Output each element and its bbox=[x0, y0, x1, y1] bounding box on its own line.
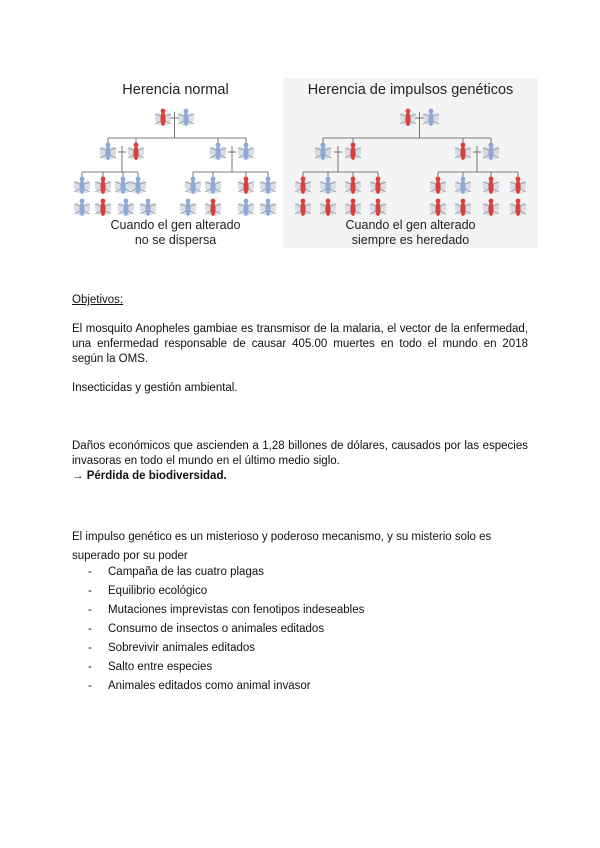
normal-mosquito-icon bbox=[236, 199, 256, 216]
altered-mosquito-icon bbox=[318, 199, 338, 216]
altered-mosquito-icon bbox=[343, 177, 363, 195]
altered-mosquito-icon bbox=[126, 143, 146, 161]
altered-mosquito-icon bbox=[93, 199, 113, 216]
altered-mosquito-icon bbox=[293, 177, 313, 195]
normal-mosquito-icon bbox=[208, 143, 228, 161]
list-dash: - bbox=[88, 566, 92, 578]
normal-caption-line2: no se dispersa bbox=[134, 233, 217, 247]
normal-mosquito-icon bbox=[258, 199, 278, 216]
normal-caption-line1: Cuando el gen alterado bbox=[110, 218, 241, 232]
paragraph-biodiversidad bbox=[72, 469, 528, 484]
gene-drive-panel bbox=[283, 78, 538, 248]
altered-mosquito-icon bbox=[203, 199, 223, 216]
list-item bbox=[88, 565, 364, 584]
altered-mosquito-icon bbox=[368, 199, 388, 216]
list-item-text: Consumo de insectos o animales editados bbox=[108, 623, 325, 635]
list-item bbox=[88, 584, 364, 603]
normal-mosquito-icon bbox=[138, 199, 158, 216]
altered-mosquito-icon bbox=[153, 109, 173, 127]
paragraph-impulso-genetico: El impulso genético es un misterioso y poderoso mecanismo, y su misterio solo es superado por su poder bbox=[72, 531, 492, 562]
normal-mosquito-icon bbox=[203, 177, 223, 195]
list-dash: - bbox=[88, 661, 92, 673]
normal-mosquito-icon bbox=[453, 177, 473, 195]
paragraph-malaria: El mosquito Anopheles gambiae es transmisor de la malaria, el vector de la enfermedad, una enfermedad responsable de causar 405.00 muertes en todo el mundo en 2018 según la OMS. bbox=[72, 323, 528, 365]
gene-drive-caption bbox=[283, 218, 538, 248]
objetivos-colon: : bbox=[119, 294, 124, 306]
drive-caption-line2: siempre es heredado bbox=[351, 233, 470, 247]
list-item-text: Mutaciones imprevistas con fenotipos indeseables bbox=[108, 604, 365, 616]
altered-mosquito-icon bbox=[93, 177, 113, 195]
normal-inheritance-tree bbox=[68, 104, 283, 216]
list-item bbox=[88, 603, 364, 622]
normal-mosquito-icon bbox=[313, 143, 333, 161]
altered-mosquito-icon bbox=[453, 143, 473, 161]
arrow-glyph: → bbox=[72, 470, 87, 482]
drive-caption-line1: Cuando el gen alterado bbox=[345, 218, 476, 232]
normal-mosquito-icon bbox=[128, 177, 148, 195]
list-item bbox=[88, 641, 364, 660]
list-item bbox=[88, 660, 364, 679]
normal-mosquito-icon bbox=[258, 177, 278, 195]
altered-mosquito-icon bbox=[293, 199, 313, 216]
altered-mosquito-icon bbox=[398, 109, 418, 127]
inheritance-figure bbox=[68, 78, 538, 248]
list-item bbox=[88, 622, 364, 641]
normal-mosquito-icon bbox=[72, 199, 92, 216]
altered-mosquito-icon bbox=[428, 199, 448, 216]
altered-mosquito-icon bbox=[453, 199, 473, 216]
normal-mosquito-icon bbox=[318, 177, 338, 195]
list-item-text: Salto entre especies bbox=[108, 661, 213, 673]
normal-mosquito-icon bbox=[178, 199, 198, 216]
altered-mosquito-icon bbox=[508, 177, 528, 195]
altered-mosquito-icon bbox=[343, 199, 363, 216]
altered-mosquito-icon bbox=[428, 177, 448, 195]
paragraph-danos-economicos: Daños económicos que ascienden a 1,28 billones de dólares, causados por las especies invasoras en todo el mundo en el último medio siglo. bbox=[72, 440, 528, 467]
objetivos-heading-text: Objetivos bbox=[72, 294, 120, 306]
normal-mosquito-icon bbox=[72, 177, 92, 195]
list-item-text: Campaña de las cuatro plagas bbox=[108, 566, 264, 578]
list-dash: - bbox=[88, 604, 92, 616]
risks-list bbox=[88, 565, 364, 698]
altered-mosquito-icon bbox=[508, 199, 528, 216]
altered-mosquito-icon bbox=[236, 177, 256, 195]
normal-mosquito-icon bbox=[116, 199, 136, 216]
normal-mosquito-icon bbox=[176, 109, 196, 127]
list-dash: - bbox=[88, 623, 92, 635]
list-item-text: Sobrevivir animales editados bbox=[108, 642, 256, 654]
altered-mosquito-icon bbox=[481, 199, 501, 216]
normal-mosquito-icon bbox=[481, 143, 501, 161]
objetivos-heading bbox=[72, 293, 528, 308]
list-item-text: Animales editados como animal invasor bbox=[108, 680, 311, 692]
list-dash: - bbox=[88, 585, 92, 597]
list-dash: - bbox=[88, 680, 92, 692]
normal-inheritance-panel bbox=[68, 78, 283, 248]
list-item-text: Equilibrio ecológico bbox=[108, 585, 208, 597]
altered-mosquito-icon bbox=[368, 177, 388, 195]
normal-mosquito-icon bbox=[236, 143, 256, 161]
gene-drive-title: Herencia de impulsos genéticos bbox=[307, 82, 514, 98]
list-dash: - bbox=[88, 642, 92, 654]
normal-inheritance-caption bbox=[68, 218, 283, 248]
normal-mosquito-icon bbox=[183, 177, 203, 195]
paragraph-insecticidas: Insecticidas y gestión ambiental. bbox=[72, 382, 238, 394]
list-item bbox=[88, 679, 364, 698]
gene-drive-tree bbox=[283, 104, 538, 216]
altered-mosquito-icon bbox=[481, 177, 501, 195]
normal-mosquito-icon bbox=[421, 109, 441, 127]
altered-mosquito-icon bbox=[343, 143, 363, 161]
normal-inheritance-title: Herencia normal bbox=[122, 82, 229, 98]
biodiversidad-period: . bbox=[223, 470, 227, 482]
normal-mosquito-icon bbox=[98, 143, 118, 161]
biodiversidad-bold: Pérdida de biodiversidad bbox=[86, 470, 224, 482]
